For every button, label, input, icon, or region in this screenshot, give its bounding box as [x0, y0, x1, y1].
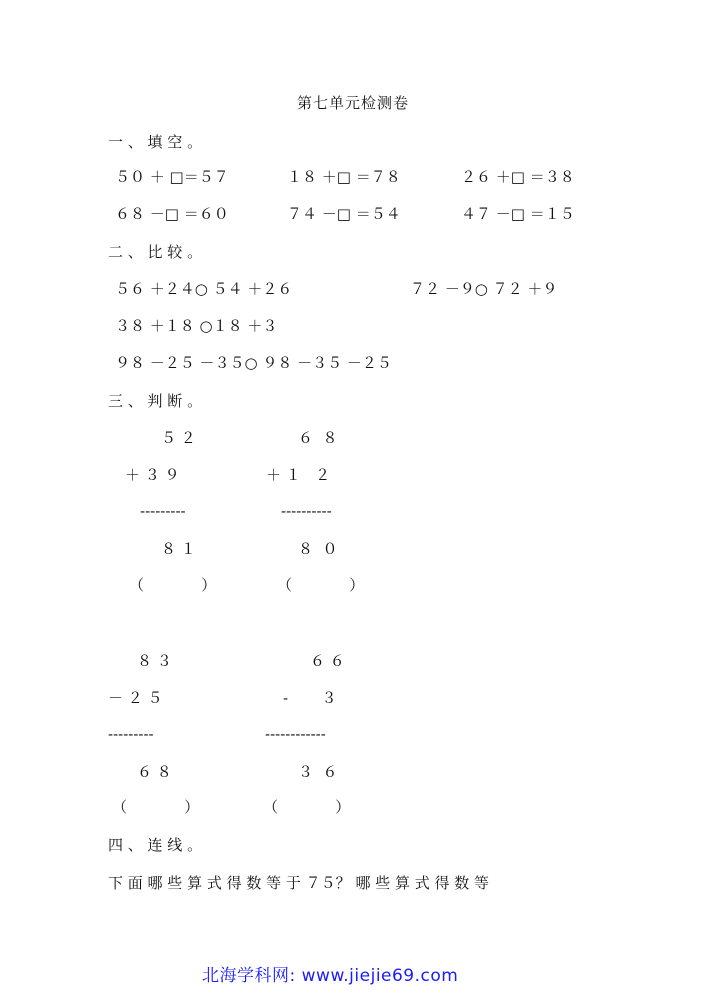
- compare-problem-1: ５６ ＋２４○ ５４ ＋２６: [115, 280, 293, 298]
- fill-problem-5: ７４ －□ ＝５４: [287, 205, 401, 223]
- fill-problem-4: ６８ －□ ＝６０: [115, 205, 229, 223]
- section-1-heading: 一 、 填 空 。: [108, 133, 203, 151]
- calc-4-answer-parens: （ ）: [263, 798, 351, 816]
- calc-2-rule: ----------: [281, 502, 332, 520]
- calc-4-result: ３ ６: [298, 763, 338, 781]
- calc-2-top: ６ ８: [298, 429, 338, 447]
- section-4-heading: 四 、 连 线 。: [108, 836, 203, 854]
- calc-1-result: ８ １: [161, 540, 196, 558]
- calc-4-rule: ------------: [265, 725, 326, 743]
- calc-3-answer-parens: （ ）: [112, 798, 200, 816]
- calc-1-rule: ---------: [140, 502, 186, 520]
- calc-3-rule: ---------: [108, 725, 154, 743]
- calc-1-operand: ＋ ３ ９: [125, 466, 180, 484]
- footer-site-link[interactable]: 北海学科网: www.jiejie69.com: [202, 966, 459, 986]
- calc-2-answer-parens: （ ）: [277, 576, 365, 594]
- compare-problem-3: ３８ ＋１８ ○１８ ＋３: [115, 317, 278, 335]
- calc-1-top: ５ ２: [161, 429, 196, 447]
- compare-problem-4: ９８ －２５ －３５○ ９８ －３５ －２５: [115, 354, 392, 372]
- calc-3-operand: － ２ ５: [108, 689, 163, 707]
- fill-problem-6: ４７ －□ ＝１５: [461, 205, 575, 223]
- calc-3-result: ６ ８: [137, 763, 172, 781]
- section-3-heading: 三 、 判 断 。: [108, 392, 203, 410]
- calc-1-answer-parens: （ ）: [129, 576, 217, 594]
- fill-problem-1: ５０ ＋ □＝５７: [115, 168, 229, 186]
- calc-2-operand: ＋ １ ２: [266, 466, 331, 484]
- compare-problem-2: ７２ －９○ ７２ ＋９: [410, 280, 558, 298]
- calc-2-result: ８ ０: [298, 540, 338, 558]
- section-2-heading: 二 、 比 较 。: [108, 243, 203, 261]
- page-title: 第七单元检测卷: [297, 94, 410, 112]
- calc-4-operand: - ３: [283, 689, 337, 707]
- calc-4-top: ６ ６: [310, 652, 345, 670]
- fill-problem-2: １８ ＋□ ＝７８: [287, 168, 401, 186]
- fill-problem-3: ２６ ＋□ ＝３８: [461, 168, 575, 186]
- section-4-text: 下 面 哪 些 算 式 得 数 等 于 ７５？ 哪 些 算 式 得 数 等: [108, 874, 490, 892]
- calc-3-top: ８ ３: [137, 652, 172, 670]
